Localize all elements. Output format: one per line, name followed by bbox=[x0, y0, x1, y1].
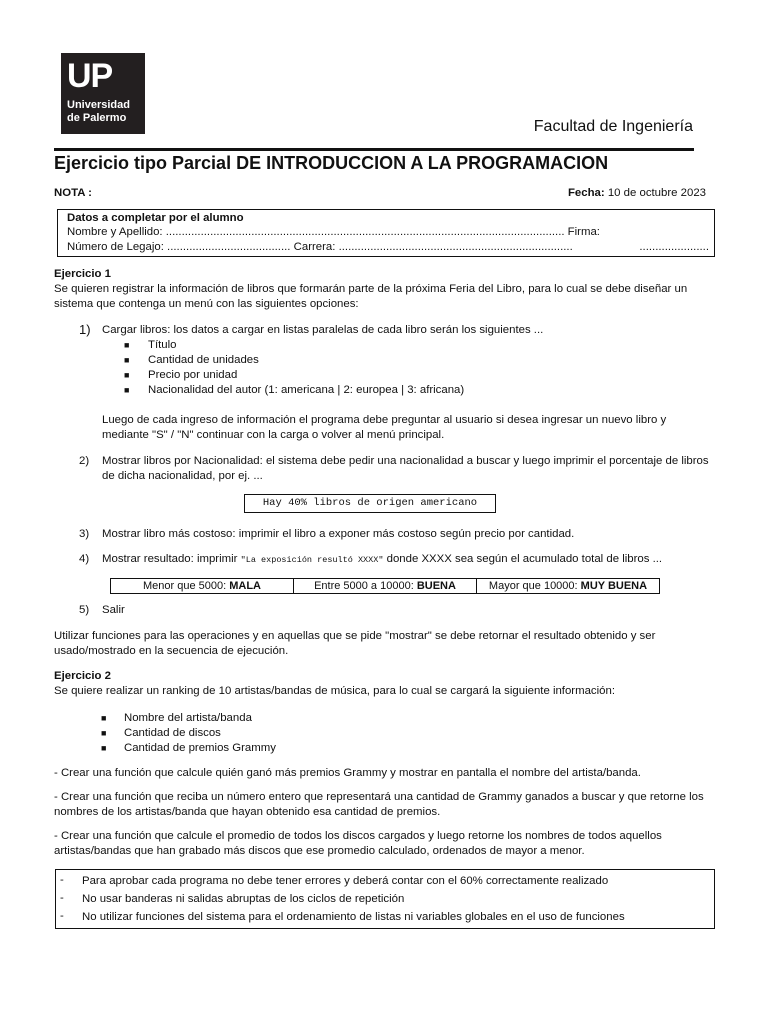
rule-3: No utilizar funciones del sistema para el ordenamiento de listas ni variables globales en el uso de funciones bbox=[82, 911, 625, 923]
ej1-item5-num: 5) bbox=[79, 604, 90, 616]
fecha-value: 10 de octubre 2023 bbox=[604, 187, 706, 199]
score-value: BUENA bbox=[416, 580, 456, 592]
page-title bbox=[54, 153, 608, 174]
ej2-bullet-1: Nombre del artista/banda bbox=[124, 712, 252, 724]
example-output-box: Hay 40% libros de origen americano bbox=[244, 494, 496, 513]
ej1-intro: Se quieren registrar la información de libros que formarán parte de la próxima Feria del Libro, para lo cual se debe diseñar un sistema que contenga un menú con las siguientes opciones: bbox=[54, 283, 688, 310]
title-main: DE INTRODUCCION A LA PROGRAMACION bbox=[236, 153, 609, 173]
ej1-item3: Mostrar libro más costoso: imprimir el libro a exponer más costoso según precio por cantidad. bbox=[102, 528, 575, 540]
rule-2: No usar banderas ni salidas abruptas de los ciclos de repetición bbox=[82, 893, 405, 905]
ej2-paragraph-3: - Crear una función que calcule el promedio de todos los discos cargados y luego retorne los nombres de todos aquellos artistas/bandas que han grabado más discos que ese promedio calculado, ordenados de mayor a menor. bbox=[54, 830, 662, 857]
ej2-paragraph-1: - Crear una función que calcule quién ganó más premios Grammy y mostrar en pantalla el nombre del artista/banda. bbox=[54, 767, 641, 779]
student-extra-line: ...................... bbox=[639, 241, 709, 253]
faculty-name: Facultad de Ingeniería bbox=[533, 118, 693, 135]
student-box-heading: Datos a completar por el alumno bbox=[67, 212, 244, 224]
ej2-paragraph-2: - Crear una función que reciba un número entero que representará una cantidad de Grammy ganados a buscar y que retorne los nombres de los artistas/banda que hayan obtenido esa cantidad de premios. bbox=[54, 791, 704, 818]
dash-icon: - bbox=[60, 910, 64, 922]
logo-up-text: UP bbox=[67, 57, 113, 95]
university-logo bbox=[61, 53, 145, 134]
ej1-item4 bbox=[102, 552, 662, 568]
ej1-item2-num: 2) bbox=[79, 455, 90, 467]
ej1-item4-text-a: Mostrar resultado: imprimir bbox=[102, 553, 241, 565]
score-cell-buena bbox=[294, 579, 477, 593]
score-cell-muy-buena bbox=[477, 579, 659, 593]
student-name-line: Nombre y Apellido: .............................................................................................................................. Firma: bbox=[67, 226, 600, 238]
score-value: MALA bbox=[229, 580, 261, 592]
dash-icon: - bbox=[60, 874, 64, 886]
ej1-item4-num: 4) bbox=[79, 553, 90, 565]
student-data-box bbox=[57, 209, 715, 257]
logo-line-1: Universidad bbox=[67, 99, 130, 111]
score-cell-mala bbox=[111, 579, 294, 593]
ej1-item4-code: "La exposición resultó XXXX" bbox=[240, 555, 384, 565]
rules-box bbox=[55, 869, 715, 929]
ej2-bullet-3: Cantidad de premios Grammy bbox=[124, 742, 276, 754]
ej1-closing: Utilizar funciones para las operaciones y en aquellas que se pide "mostrar" se debe retornar el resultado obtenido y ser usado/mostrado en la secuencia de ejecución. bbox=[54, 630, 656, 657]
ej2-heading: Ejercicio 2 bbox=[54, 670, 111, 682]
score-label: Mayor que 10000: bbox=[488, 580, 581, 592]
score-label: Menor que 5000: bbox=[142, 580, 230, 592]
ej1-item3-num: 3) bbox=[79, 528, 90, 540]
title-prefix: Ejercicio tipo Parcial bbox=[54, 153, 237, 173]
student-legajo-line: Número de Legajo: ....................................... Carrera: .......................................................................... bbox=[67, 241, 573, 253]
score-value: MUY BUENA bbox=[580, 580, 648, 592]
score-table bbox=[110, 578, 660, 594]
bullet-icon: ■ bbox=[124, 340, 130, 350]
ej1-item1-num: 1) bbox=[79, 322, 91, 337]
ej1-item5: Salir bbox=[102, 604, 125, 616]
score-label: Entre 5000 a 10000: bbox=[314, 580, 417, 592]
ej1-bullet-4: Nacionalidad del autor (1: americana | 2: europea | 3: africana) bbox=[148, 384, 465, 396]
fecha bbox=[568, 186, 706, 201]
bullet-icon: ■ bbox=[124, 355, 130, 365]
nota-label: NOTA : bbox=[54, 187, 92, 199]
ej2-bullet-2: Cantidad de discos bbox=[124, 727, 221, 739]
bullet-icon: ■ bbox=[101, 728, 107, 738]
header-divider bbox=[54, 148, 694, 151]
ej1-item1: Cargar libros: los datos a cargar en listas paralelas de cada libro serán los siguientes ... bbox=[102, 324, 544, 336]
ej1-item2: Mostrar libros por Nacionalidad: el sistema debe pedir una nacionalidad a buscar y luego imprimir el porcentaje de libros de dicha nacionalidad, por ej. ... bbox=[102, 455, 709, 482]
ej1-bullet-3: Precio por unidad bbox=[148, 369, 238, 381]
ej1-item4-text-b: donde XXXX sea según el acumulado total de libros ... bbox=[383, 553, 663, 565]
rule-1: Para aprobar cada programa no debe tener errores y deberá contar con el 60% correctamente realizado bbox=[82, 875, 609, 887]
ej1-bullet-1: Título bbox=[148, 339, 177, 351]
logo-line-2: de Palermo bbox=[67, 112, 127, 124]
dash-icon: - bbox=[60, 892, 64, 904]
bullet-icon: ■ bbox=[101, 743, 107, 753]
ej1-bullet-2: Cantidad de unidades bbox=[148, 354, 259, 366]
fecha-label: Fecha: bbox=[567, 187, 605, 199]
ej1-item1-after: Luego de cada ingreso de información el programa debe preguntar al usuario si desea ingresar un nuevo libro y mediante "S" / "N" continuar con la carga o volver al menú principal. bbox=[102, 414, 667, 441]
ej1-heading: Ejercicio 1 bbox=[54, 268, 111, 280]
ej2-intro: Se quiere realizar un ranking de 10 artistas/bandas de música, para lo cual se cargará la siguiente información: bbox=[54, 685, 615, 697]
bullet-icon: ■ bbox=[124, 370, 130, 380]
bullet-icon: ■ bbox=[124, 385, 130, 395]
bullet-icon: ■ bbox=[101, 713, 107, 723]
